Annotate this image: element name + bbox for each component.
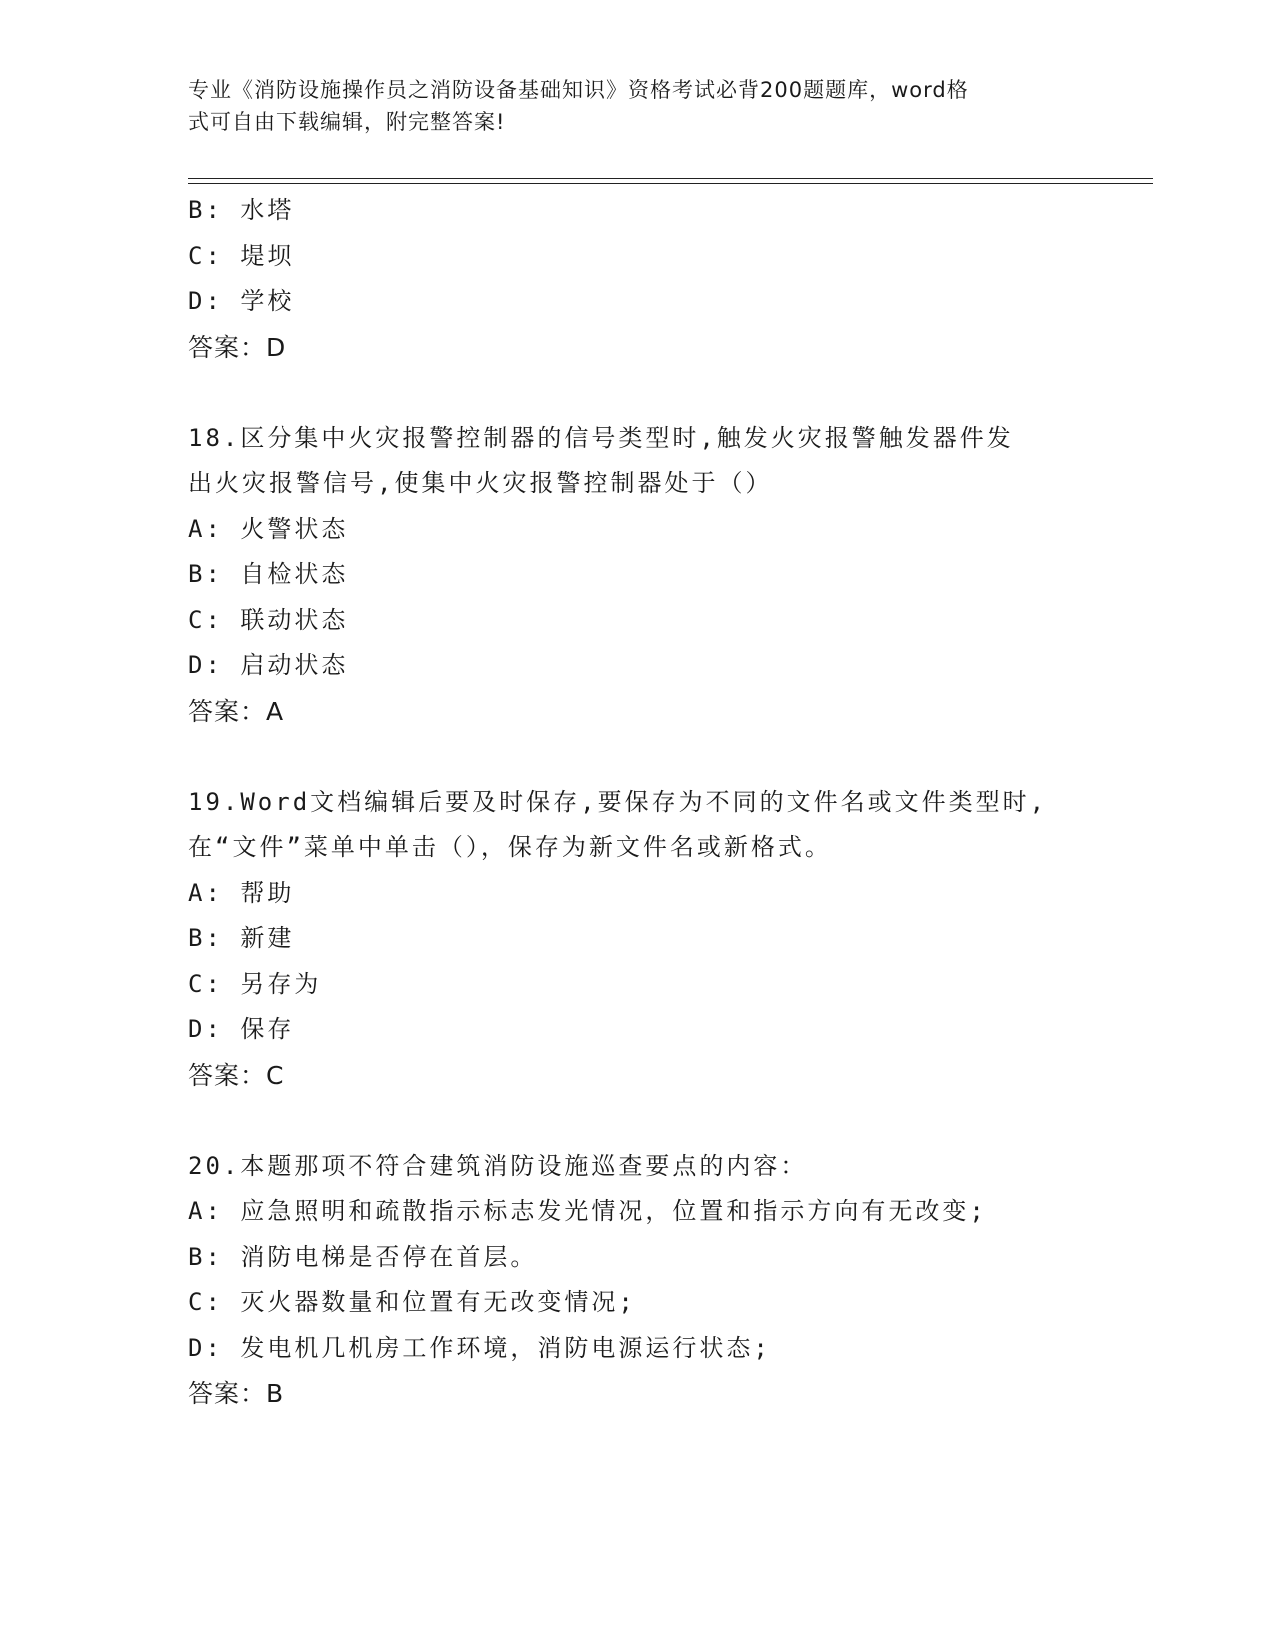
option-a: A: 火警状态 [188, 514, 349, 543]
option-d: D: 启动状态 [188, 651, 349, 679]
option-c: C: 另存为 [188, 969, 322, 998]
question-stem: 在“文件”菜单中单击（），保存为新文件名或新格式。 [188, 833, 832, 861]
question-20 [188, 1144, 1108, 1417]
header-divider-top [188, 178, 1153, 179]
option-c: C: 堤坝 [188, 241, 295, 270]
option-b: B: 自检状态 [188, 560, 349, 588]
document-header [188, 74, 1068, 138]
header-line-2: 式可自由下载编辑，附完整答案! [188, 110, 506, 134]
header-line-1: 专业《消防设施操作员之消防设备基础知识》资格考试必背200题题库，word格 [188, 78, 969, 102]
option-c: C: 灭火器数量和位置有无改变情况; [188, 1288, 636, 1316]
option-b: B: 消防电梯是否停在首层。 [188, 1242, 538, 1271]
spacer [188, 734, 1108, 780]
spacer [188, 1098, 1108, 1144]
header-divider-bottom [188, 183, 1153, 184]
answer: 答案：D [188, 332, 287, 362]
option-b: B: 水塔 [188, 196, 295, 224]
question-list [188, 188, 1108, 1417]
option-d: D: 学校 [188, 287, 295, 315]
question-19 [188, 780, 1108, 1099]
option-b: B: 新建 [188, 924, 295, 952]
answer: 答案：A [188, 696, 285, 726]
question-17 [188, 188, 1108, 370]
answer: 答案：C [188, 1060, 285, 1090]
question-stem: 19.Word文档编辑后要及时保存,要保存为不同的文件名或文件类型时, [188, 787, 1048, 816]
option-c: C: 联动状态 [188, 605, 349, 634]
answer: 答案：B [188, 1379, 285, 1408]
option-a: A: 应急照明和疏散指示标志发光情况，位置和指示方向有无改变; [188, 1197, 987, 1225]
question-stem: 出火灾报警信号,使集中火灾报警控制器处于（） [188, 469, 773, 497]
option-d: D: 保存 [188, 1015, 295, 1043]
option-a: A: 帮助 [188, 878, 295, 907]
question-18 [188, 416, 1108, 735]
option-d: D: 发电机几机房工作环境，消防电源运行状态; [188, 1333, 771, 1362]
question-stem: 18.区分集中火灾报警控制器的信号类型时,触发火灾报警触发器件发 [188, 423, 1014, 452]
spacer [188, 370, 1108, 416]
question-stem: 20.本题那项不符合建筑消防设施巡查要点的内容： [188, 1151, 808, 1180]
